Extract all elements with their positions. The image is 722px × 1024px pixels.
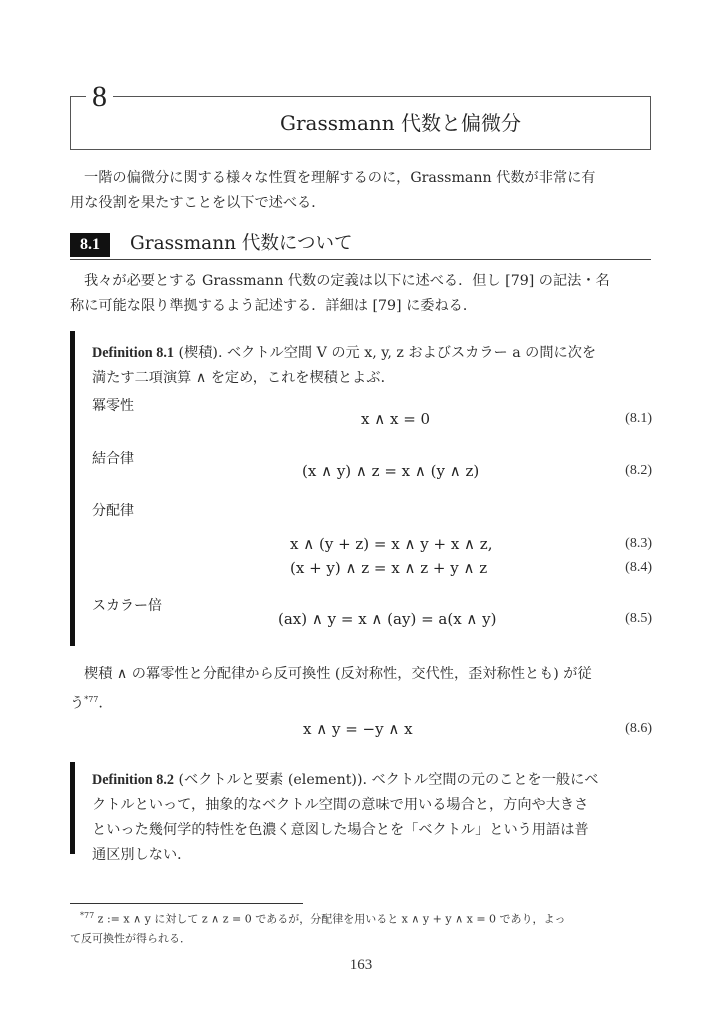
property-label-associative: 結合律 [92, 451, 134, 467]
equation-8-3: x ∧ (y + z) = x ∧ y + x ∧ z, [290, 535, 493, 553]
section-paragraph [70, 269, 654, 319]
footnote-rule [70, 903, 303, 904]
intro-line-1: 一階の偏微分に関する様々な性質を理解するのに，Grassmann 代数が非常に有 [84, 170, 596, 186]
definition-8-2-text [92, 768, 654, 868]
chapter-title: Grassmann 代数と偏微分 [280, 111, 521, 135]
chapter-number: 8 [86, 80, 113, 114]
equation-number-8-1: (8.1) [625, 411, 652, 426]
definition-8-2-line-3: といった幾何学的特性を色濃く意図した場合とを「ベクトル」という用語は普 [92, 822, 589, 838]
property-label-scalar: スカラー倍 [92, 598, 162, 614]
section-number: 8.1 [70, 233, 110, 257]
property-label-nilpotent: 冪零性 [92, 398, 134, 414]
definition-8-1-label: Definition 8.1 [92, 345, 174, 361]
equation-8-1: x ∧ x = 0 [361, 410, 431, 428]
footnote-line-2: て反可換性が得られる． [70, 931, 191, 945]
footnote-77 [70, 906, 654, 948]
definition-8-2-line-2: クトルといって，抽象的なベクトル空間の意味で用いる場合と，方向や大きさ [92, 797, 589, 813]
footnote-line-1: z := x ∧ y に対して z ∧ z = 0 であるが，分配律を用いると x ∧ y + y ∧ x = 0 であり，よっ [94, 912, 566, 926]
equation-number-8-6: (8.6) [625, 721, 652, 736]
anticommute-paragraph [70, 662, 654, 717]
equation-8-6: x ∧ y = −y ∧ x [303, 720, 413, 738]
definition-8-1-line-1: (楔積). ベクトル空間 V の元 x, y, z およびスカラー a の間に次を [173, 345, 597, 361]
equation-number-8-2: (8.2) [625, 463, 652, 478]
anticommute-line-1: 楔積 ∧ の冪零性と分配律から反可換性 (反対称性，交代性，歪対称性とも) が従 [84, 666, 592, 682]
definition-8-1-text [92, 341, 654, 391]
page-number: 163 [349, 957, 373, 973]
section-para-line-1: 我々が必要とする Grassmann 代数の定義は以下に述べる．但し [79] の記法・名 [84, 273, 610, 289]
equation-8-4: (x + y) ∧ z = x ∧ z + y ∧ z [290, 559, 488, 577]
definition-8-1-bar [70, 331, 75, 646]
equation-number-8-4: (8.4) [625, 560, 652, 575]
footnote-ref-77[interactable]: *77 [84, 695, 99, 704]
equation-8-2: (x ∧ y) ∧ z = x ∧ (y ∧ z) [302, 462, 480, 480]
anticommute-period: . [98, 695, 103, 712]
anticommute-line-2: う [70, 695, 85, 712]
definition-8-2-label: Definition 8.2 [92, 772, 174, 788]
definition-8-2-line-1: (ベクトルと要素 (element)). ベクトル空間の元のことを一般にベ [173, 772, 599, 788]
definition-8-1-line-2: 満たす二項演算 ∧ を定め，これを楔積とよぶ． [92, 370, 395, 386]
equation-number-8-3: (8.3) [625, 536, 652, 551]
section-rule [70, 259, 651, 260]
equation-8-5: (ax) ∧ y = x ∧ (ay) = a(x ∧ y) [278, 610, 497, 628]
equation-number-8-5: (8.5) [625, 611, 652, 626]
section-title: Grassmann 代数について [130, 233, 353, 254]
intro-paragraph [70, 166, 654, 216]
intro-line-2: 用な役割を果たすことを以下で述べる． [70, 195, 326, 211]
definition-8-2-bar [70, 762, 75, 854]
definition-8-2-line-4: 通区別しない． [92, 847, 192, 863]
property-label-distributive: 分配律 [92, 503, 134, 519]
section-para-line-2: 称に可能な限り準拠するよう記述する．詳細は [79] に委ねる． [70, 298, 478, 314]
footnote-mark: *77 [80, 911, 95, 920]
